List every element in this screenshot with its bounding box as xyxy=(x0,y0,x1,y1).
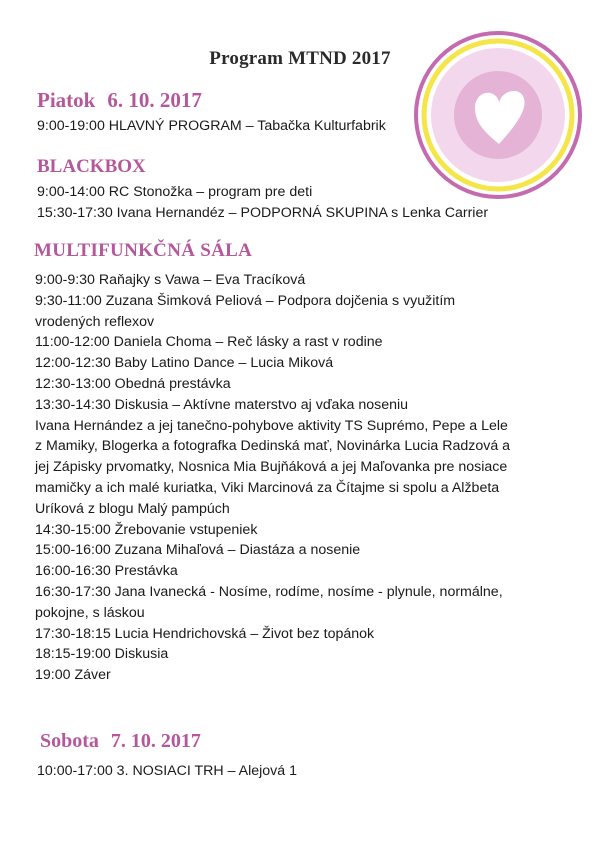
schedule-line: 17:30-18:15 Lucia Hendrichovská – Život bez topánok xyxy=(35,625,375,642)
schedule-line: vrodených reflexov xyxy=(35,313,155,330)
schedule-line: 12:00-12:30 Baby Latino Dance – Lucia Miková xyxy=(35,355,334,372)
day-name: Sobota xyxy=(40,730,99,752)
schedule-line: 16:00-16:30 Prestávka xyxy=(35,563,178,580)
schedule-line: 18:15-19:00 Diskusia xyxy=(35,646,169,663)
schedule-list-piatok xyxy=(37,116,386,137)
page-title: Program MTND 2017 xyxy=(209,48,391,69)
section-heading-blackbox: BLACKBOX xyxy=(37,156,146,177)
schedule-line: 16:30-17:30 Jana Ivanecká - Nosíme, rodíme, nosíme - plynule, normálne, xyxy=(35,583,503,600)
schedule-line: 13:30-14:30 Diskusia – Aktívne materstvo aj vďaka noseniu xyxy=(35,396,409,413)
section-heading-sobota xyxy=(40,730,201,753)
heart-logo xyxy=(413,30,583,200)
schedule-line: 9:30-11:00 Zuzana Šimková Peliová – Podpora dojčenia s využitím xyxy=(35,292,456,309)
schedule-list-multifunkcna xyxy=(35,270,510,686)
schedule-line: Uríková z blogu Malý pampúch xyxy=(35,500,230,517)
schedule-line: 15:00-16:00 Zuzana Mihaľová – Diastáza a nosenie xyxy=(35,542,361,559)
schedule-line: jej Zápisky prvomatky, Nosnica Mia Bujňáková a jej Maľovanka pre nosiace xyxy=(35,459,508,476)
day-date: 6. 10. 2017 xyxy=(107,88,202,112)
schedule-line: 9:00-14:00 RC Stonožka – program pre deti xyxy=(37,184,313,200)
schedule-list-sobota xyxy=(37,761,297,782)
day-date: 7. 10. 2017 xyxy=(110,730,201,752)
schedule-line: 19:00 Záver xyxy=(35,667,111,684)
schedule-line: 9:00-9:30 Raňajky s Vawa – Eva Tracíková xyxy=(35,272,306,288)
section-heading-piatok xyxy=(37,88,202,113)
schedule-line: 11:00-12:00 Daniela Choma – Reč lásky a rast v rodine xyxy=(35,334,383,351)
day-name: Piatok xyxy=(37,88,96,112)
schedule-list-blackbox xyxy=(37,182,488,224)
schedule-line: 15:30-17:30 Ivana Hernandéz – PODPORNÁ SKUPINA s Lenka Carrier xyxy=(37,204,489,221)
schedule-line: z Mamiky, Blogerka a fotografka Dedinská mať, Novinárka Lucia Radzová a xyxy=(35,438,511,455)
schedule-line: 12:30-13:00 Obedná prestávka xyxy=(35,375,231,392)
schedule-line: 14:30-15:00 Žrebovanie vstupeniek xyxy=(35,521,258,538)
schedule-line: mamičky a ich malé kuriatka, Viki Marcinová za Čítajme si spolu a Alžbeta xyxy=(35,479,500,496)
schedule-line: Ivana Hernández a jej tanečno-pohybove aktivity TS Suprémo, Pepe a Lele xyxy=(35,417,508,434)
schedule-line: 9:00-19:00 HLAVNÝ PROGRAM – Tabačka Kulturfabrik xyxy=(37,118,386,134)
schedule-line: pokojne, s láskou xyxy=(35,604,145,621)
schedule-line: 10:00-17:00 3. NOSIACI TRH – Alejová 1 xyxy=(37,763,297,779)
section-heading-multifunkcna: MULTIFUNKČNÁ SÁLA xyxy=(34,240,253,261)
